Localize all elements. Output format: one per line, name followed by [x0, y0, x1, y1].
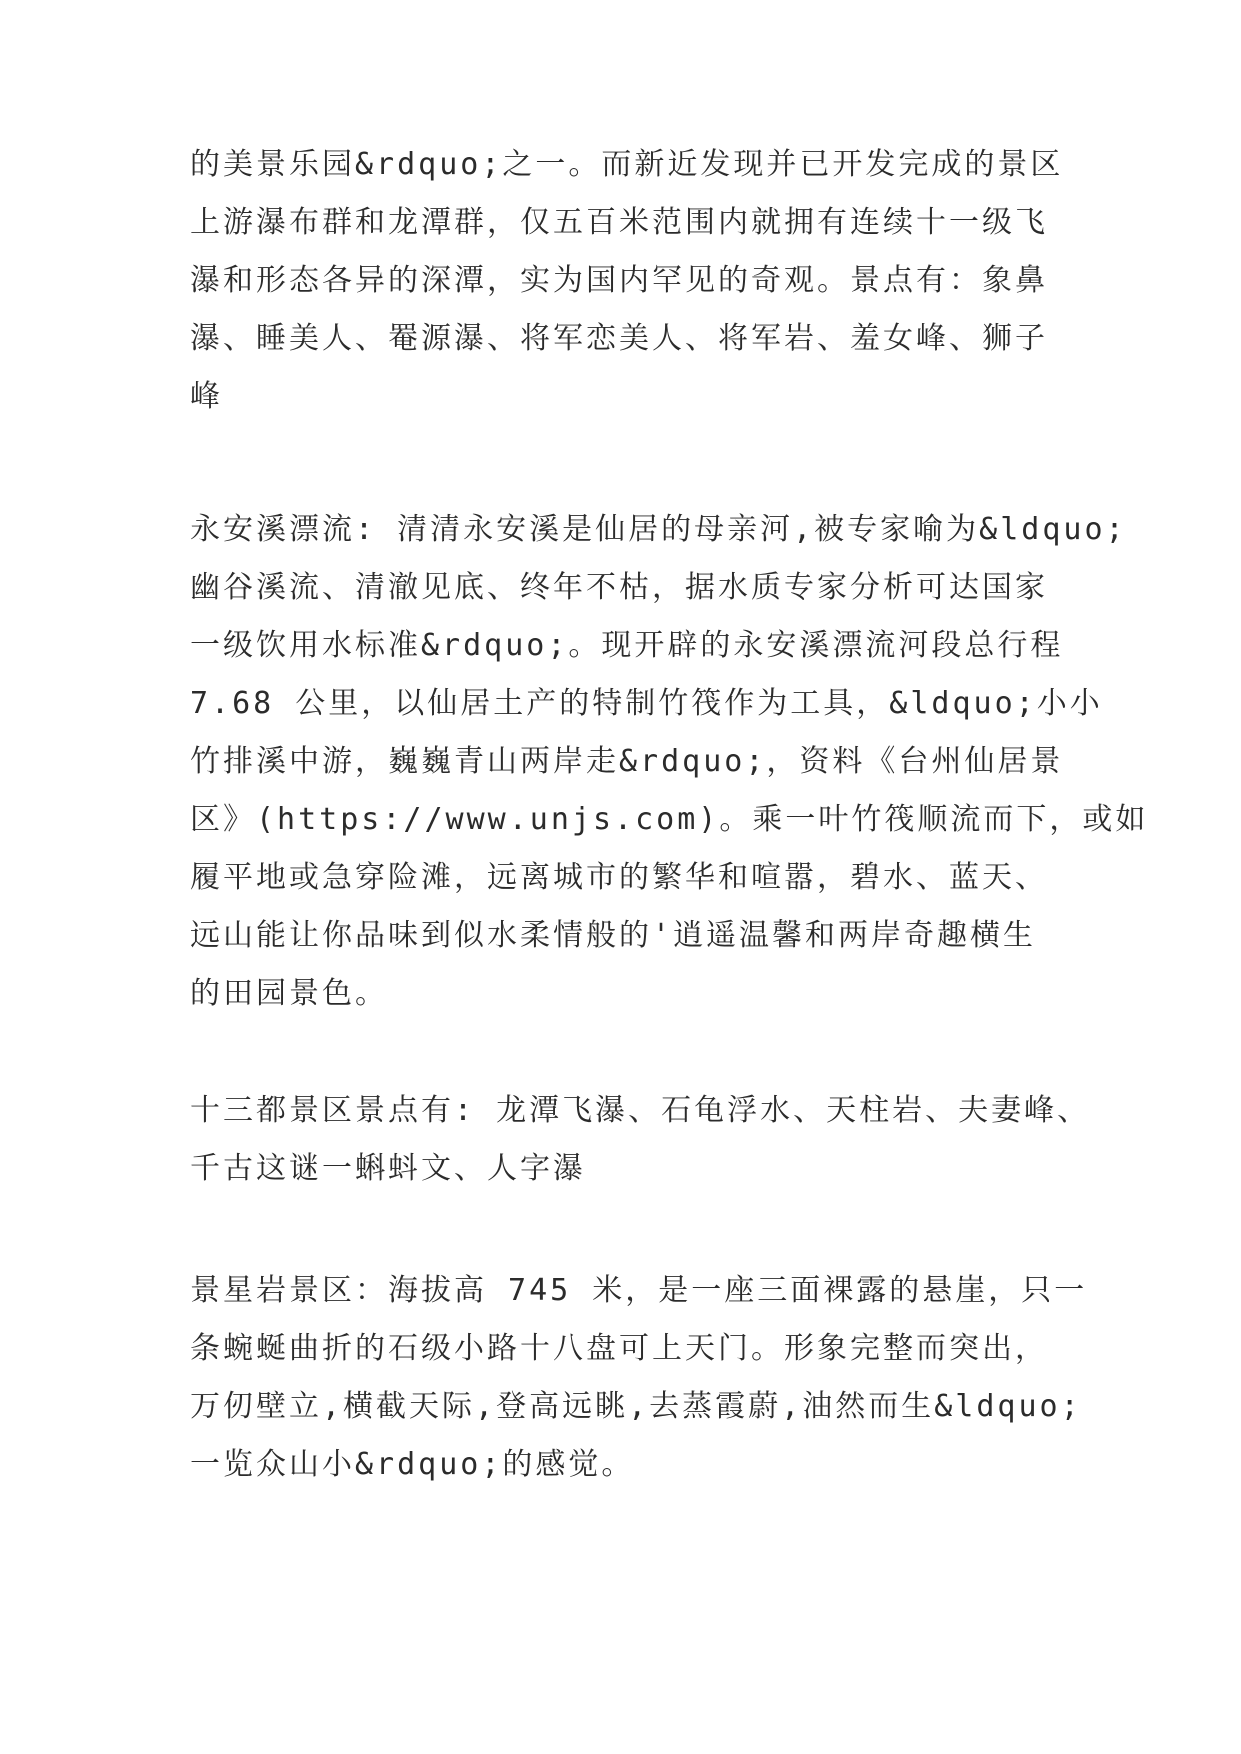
paragraph-yongan-rafting [190, 501, 1149, 1023]
text-line: 十三都景区景点有: 龙潭飞瀑、石龟浮水、天柱岩、夫妻峰、 [190, 1093, 1091, 1128]
text-line: 的美景乐园&rdquo;之一。而新近发现并已开发完成的景区 [190, 147, 1064, 182]
text-line: 竹排溪中游，巍巍青山两岸走&rdquo;，资料《台州仙居景 [190, 744, 1064, 779]
text-line: 景星岩景区：海拔高 745 米，是一座三面裸露的悬崖，只一 [190, 1273, 1088, 1308]
text-line: 区》(https://www.unjs.com)。乘一叶竹筏顺流而下，或如 [190, 802, 1149, 837]
text-line: 的田园景色。 [190, 976, 388, 1011]
text-line: 履平地或急穿险滩，远离城市的繁华和喧嚣，碧水、蓝天、 [190, 860, 1048, 895]
text-line: 峰 [190, 379, 223, 414]
text-line: 一览众山小&rdquo;的感觉。 [190, 1447, 635, 1482]
text-line: 瀑和形态各异的深潭，实为国内罕见的奇观。景点有：象鼻 [190, 263, 1048, 298]
text-line: 一级饮用水标准&rdquo;。现开辟的永安溪漂流河段总行程 [190, 628, 1064, 663]
paragraph-shisandu [190, 1082, 1091, 1198]
text-line: 条蜿蜒曲折的石级小路十八盘可上天门。形象完整而突出， [190, 1331, 1048, 1366]
text-line: 千古这谜一蝌蚪文、人字瀑 [190, 1151, 586, 1186]
text-line: 瀑、睡美人、罨源瀑、将军恋美人、将军岩、羞女峰、狮子 [190, 321, 1048, 356]
paragraph-scenic-waterfalls [190, 136, 1064, 426]
text-line: 幽谷溪流、清澈见底、终年不枯，据水质专家分析可达国家 [190, 570, 1048, 605]
paragraph-jingxingyan [190, 1262, 1088, 1494]
text-line: 远山能让你品味到似水柔情般的'逍遥温馨和两岸奇趣横生 [190, 918, 1037, 953]
text-line: 永安溪漂流: 清清永安溪是仙居的母亲河,被专家喻为&ldquo; [190, 512, 1127, 547]
text-line: 7.68 公里，以仙居土产的特制竹筏作为工具，&ldquo;小小 [190, 686, 1103, 721]
text-line: 万仞壁立,横截天际,登高远眺,去蒸霞蔚,油然而生&ldquo; [190, 1389, 1082, 1424]
text-line: 上游瀑布群和龙潭群，仅五百米范围内就拥有连续十一级飞 [190, 205, 1048, 240]
